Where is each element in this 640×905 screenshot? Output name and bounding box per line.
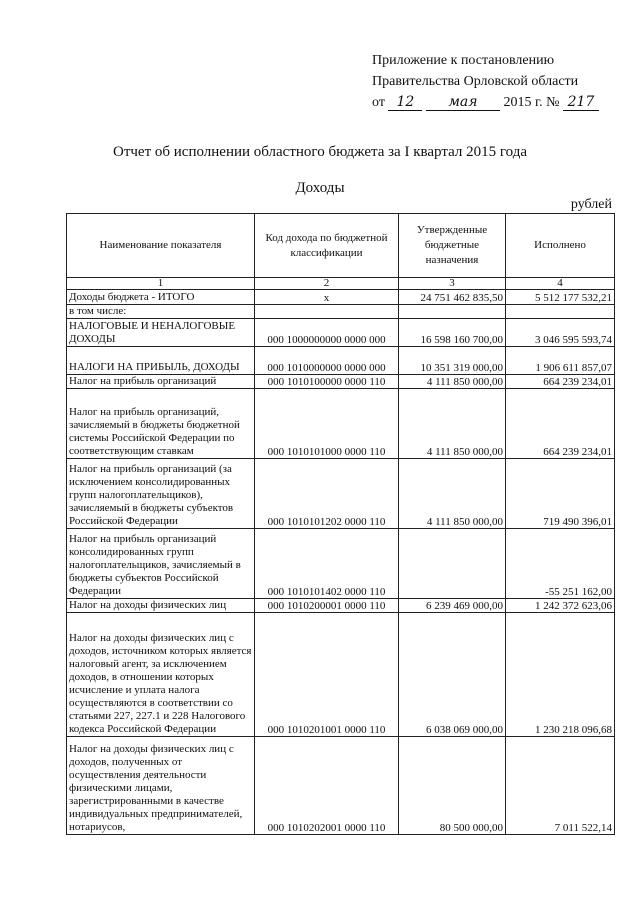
row-name: Налог на доходы физических лиц с доходов, полученных от осуществления деятельности физическими лицами, зарегистрированными в качестве индивидуальных предпринимателей, нотариусов,	[67, 737, 255, 835]
table-row	[67, 613, 615, 737]
row-approved: 4 111 850 000,00	[399, 375, 506, 389]
column-number: 1	[67, 278, 255, 290]
row-code: 000 1000000000 0000 000	[255, 319, 399, 347]
table-row	[67, 347, 615, 375]
row-executed: 7 011 522,14	[506, 737, 615, 835]
row-name: Налог на доходы физических лиц с доходов, источником которых является налоговый агент, за исключением доходов, в отношении которых исчисление и уплата налога осуществляются в соответствии со статьями 227, 227.1 и 228 Налогового кодекса Российской Федерации	[67, 613, 255, 737]
row-code: x	[255, 290, 399, 305]
row-approved: 16 598 160 700,00	[399, 319, 506, 347]
table-row	[67, 375, 615, 389]
appendix-year-label: 2015 г. №	[503, 95, 560, 110]
row-approved: 4 111 850 000,00	[399, 389, 506, 459]
table-row	[67, 529, 615, 599]
table-row	[67, 599, 615, 613]
row-code: 000 1010000000 0000 000	[255, 347, 399, 375]
row-name: в том числе:	[67, 305, 255, 319]
row-approved	[399, 529, 506, 599]
table-row	[67, 305, 615, 319]
row-approved	[399, 305, 506, 319]
table-row	[67, 459, 615, 529]
revenue-table	[66, 213, 615, 835]
row-approved: 10 351 319 000,00	[399, 347, 506, 375]
units-label: рублей	[570, 197, 612, 212]
table-row	[67, 290, 615, 305]
row-code: 000 1010100000 0000 110	[255, 375, 399, 389]
row-code: 000 1010202001 0000 110	[255, 737, 399, 835]
row-executed: 664 239 234,01	[506, 375, 615, 389]
row-name: Налог на прибыль организаций консолидированных групп налогоплательщиков, зачисляемый в бюджеты субъектов Российской Федерации	[67, 529, 255, 599]
row-executed: 1 242 372 623,06	[506, 599, 615, 613]
appendix-line-2: Правительства Орловской области	[372, 74, 579, 89]
row-code: 000 1010201001 0000 110	[255, 613, 399, 737]
row-code: 000 1010101202 0000 110	[255, 459, 399, 529]
report-title: Отчет об исполнении областного бюджета за I квартал 2015 года	[112, 144, 527, 160]
header-code: Код дохода по бюджетной классификации	[255, 214, 399, 278]
table-row	[67, 389, 615, 459]
row-approved: 24 751 462 835,50	[399, 290, 506, 305]
row-approved: 6 239 469 000,00	[399, 599, 506, 613]
row-name: Налог на прибыль организаций	[67, 375, 255, 389]
column-number: 4	[506, 278, 615, 290]
row-executed: -55 251 162,00	[506, 529, 615, 599]
handwritten-doc-number: 217	[563, 94, 599, 111]
handwritten-month: мая	[426, 94, 500, 111]
column-number: 3	[399, 278, 506, 290]
row-code	[255, 305, 399, 319]
row-approved: 6 038 069 000,00	[399, 613, 506, 737]
row-name: Налог на прибыль организаций (за исключением консолидированных групп налогоплательщиков), зачисляемый в бюджеты субъектов Российской Федерации	[67, 459, 255, 529]
header-executed: Исполнено	[506, 214, 615, 278]
appendix-line-3	[372, 92, 599, 113]
row-code: 000 1010200001 0000 110	[255, 599, 399, 613]
row-executed: 664 239 234,01	[506, 389, 615, 459]
row-name: Налог на доходы физических лиц	[67, 599, 255, 613]
row-approved: 4 111 850 000,00	[399, 459, 506, 529]
table-row	[67, 319, 615, 347]
row-executed: 719 490 396,01	[506, 459, 615, 529]
row-name: НАЛОГИ НА ПРИБЫЛЬ, ДОХОДЫ	[67, 347, 255, 375]
report-subtitle: Доходы	[295, 180, 345, 196]
appendix-block	[372, 50, 599, 113]
row-name: Доходы бюджета - ИТОГО	[67, 290, 255, 305]
header-name: Наименование показателя	[67, 214, 255, 278]
row-approved: 80 500 000,00	[399, 737, 506, 835]
appendix-from-label: от	[372, 95, 385, 110]
column-number-row	[67, 278, 615, 290]
appendix-line-1: Приложение к постановлению	[372, 53, 555, 68]
table-header-row	[67, 214, 615, 278]
row-executed: 1 906 611 857,07	[506, 347, 615, 375]
handwritten-day: 12	[388, 94, 422, 111]
row-executed: 5 512 177 532,21	[506, 290, 615, 305]
row-executed	[506, 305, 615, 319]
row-executed: 1 230 218 096,68	[506, 613, 615, 737]
row-executed: 3 046 595 593,74	[506, 319, 615, 347]
column-number: 2	[255, 278, 399, 290]
row-name: Налог на прибыль организаций, зачисляемый в бюджеты бюджетной системы Российской Федерации по соответствующим ставкам	[67, 389, 255, 459]
row-code: 000 1010101000 0000 110	[255, 389, 399, 459]
row-code: 000 1010101402 0000 110	[255, 529, 399, 599]
table-row	[67, 737, 615, 835]
row-name: НАЛОГОВЫЕ И НЕНАЛОГОВЫЕ ДОХОДЫ	[67, 319, 255, 347]
header-approved: Утвержденные бюджетные назначения	[399, 214, 506, 278]
